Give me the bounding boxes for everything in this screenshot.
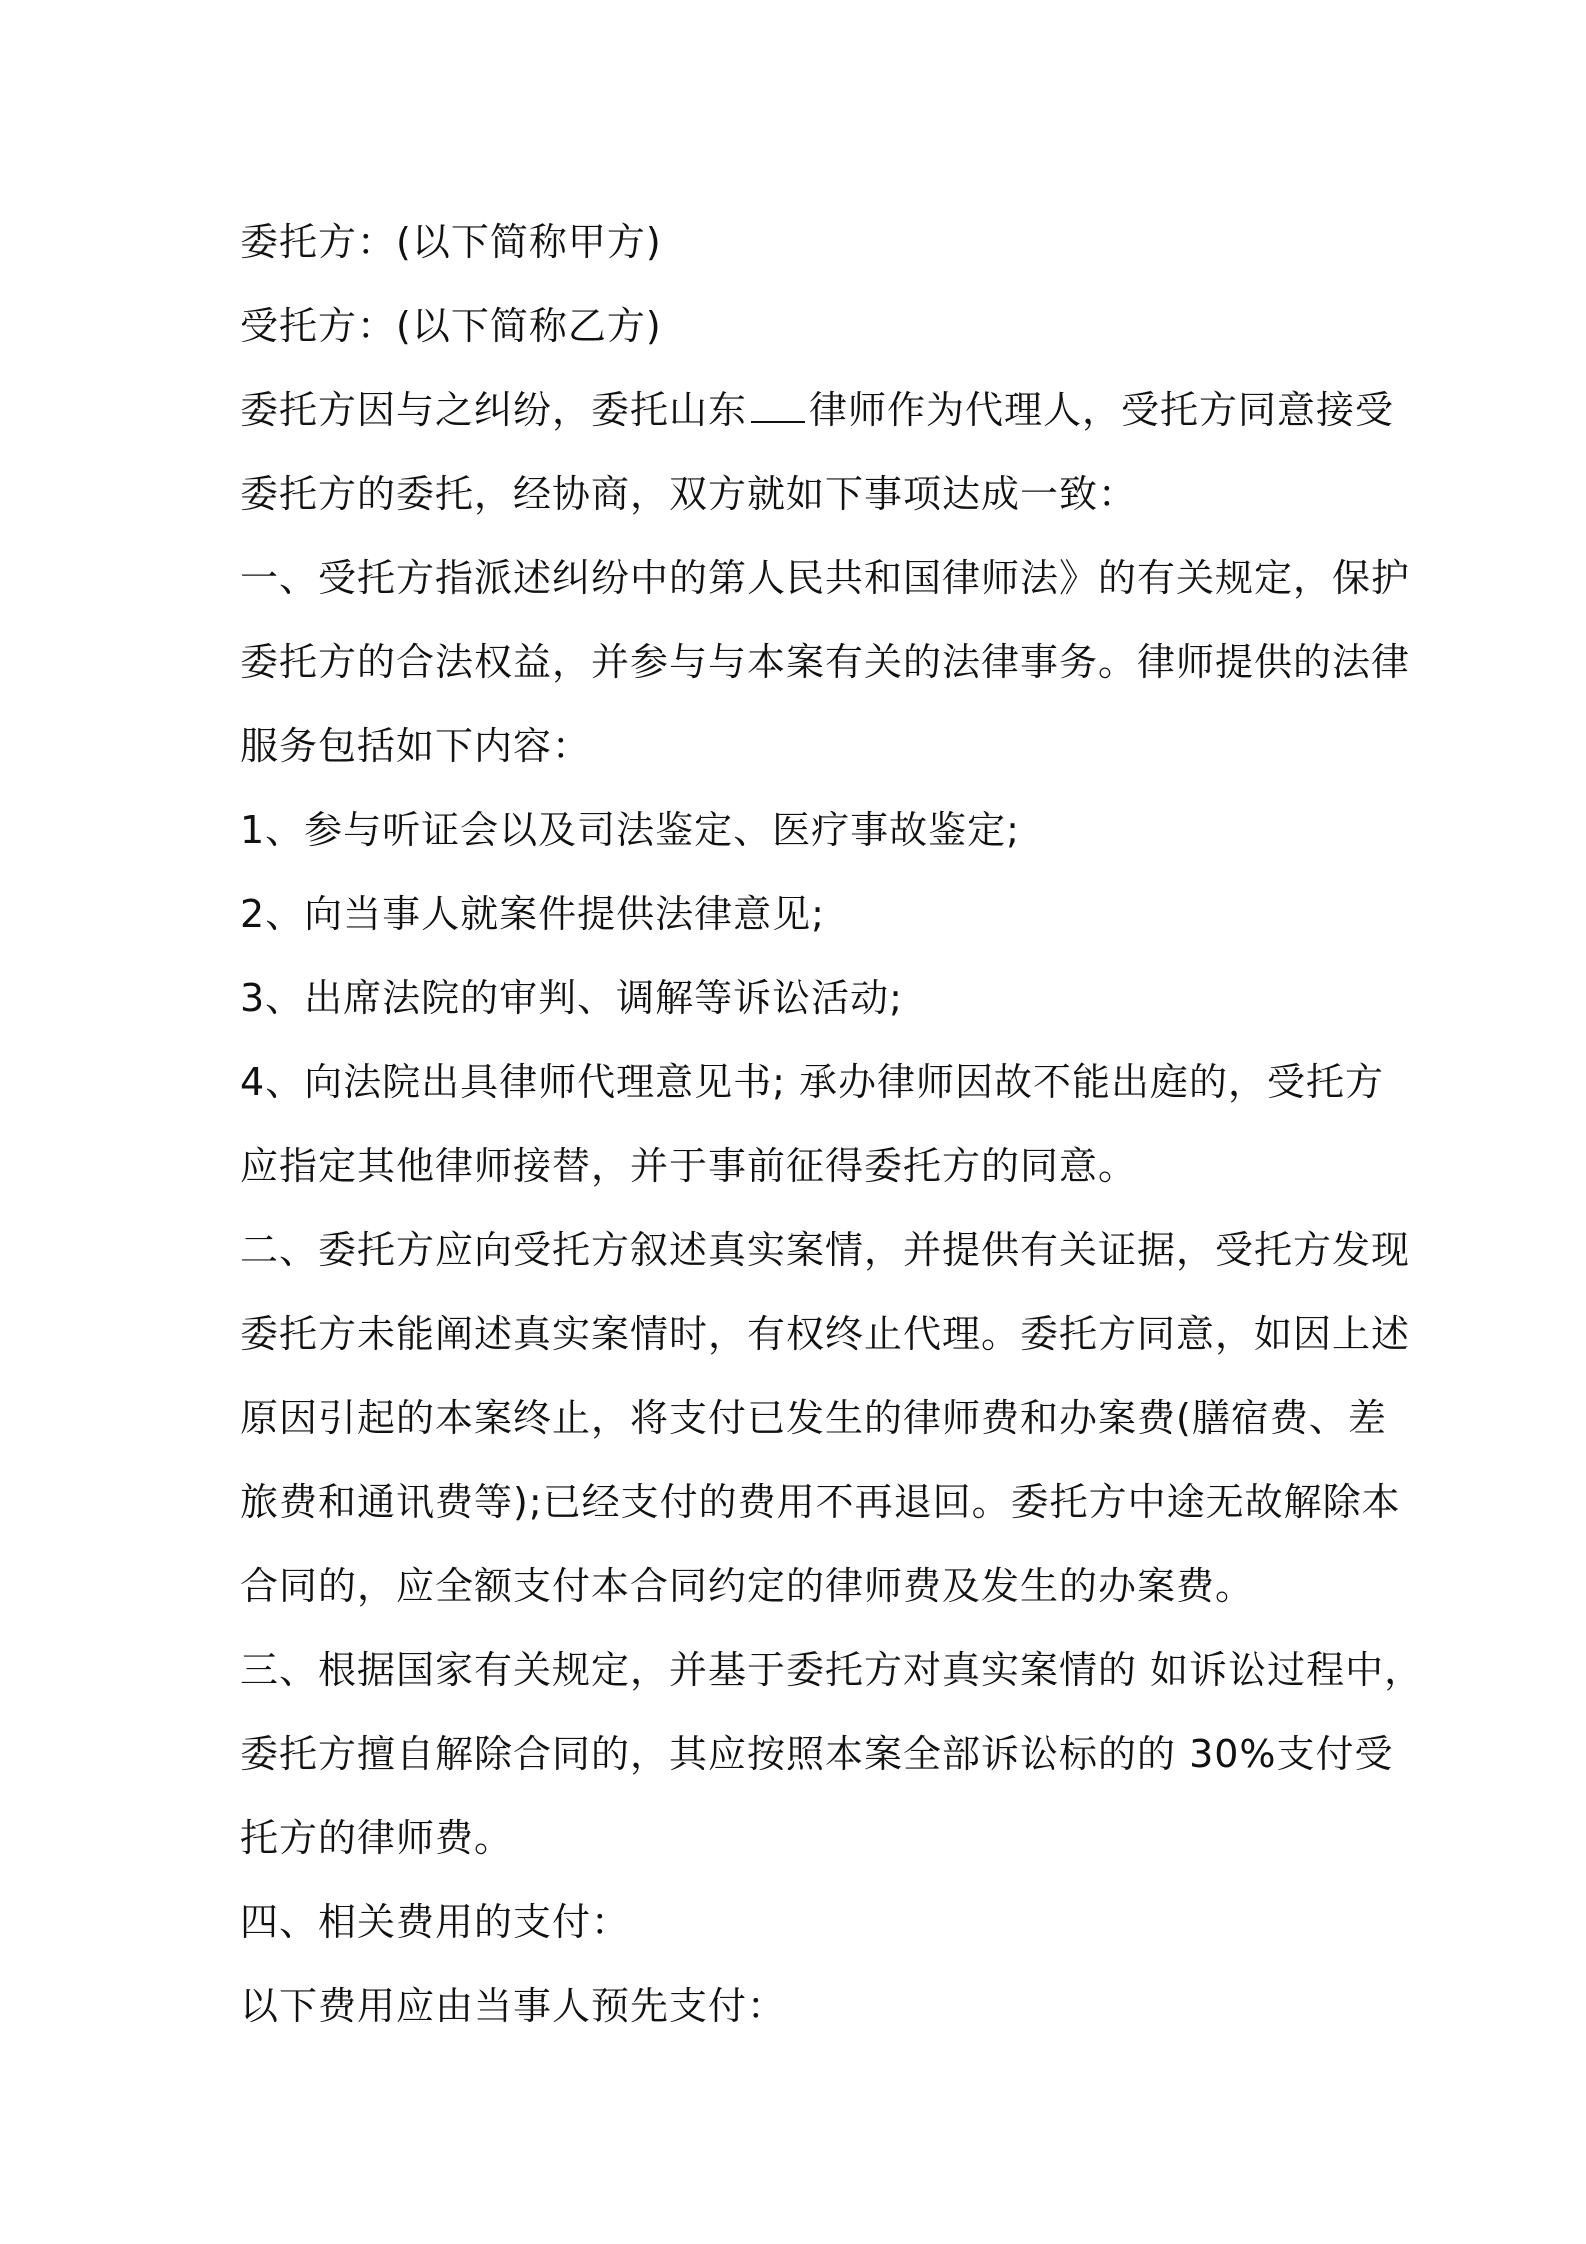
line-text: 3、出席法院的审判、调解等诉讼活动; xyxy=(240,976,903,1020)
line-text: 三、根据国家有关规定，并基于委托方对真实案情的 如诉讼过程中， xyxy=(240,1648,1424,1692)
line-text: 委托方擅自解除合同的，其应按照本案全部诉讼标的的 30%支付受 xyxy=(240,1732,1394,1776)
party-a-line xyxy=(240,200,1360,284)
service-item-2 xyxy=(240,872,1360,956)
line-text: 2、向当事人就案件提供法律意见; xyxy=(240,892,825,936)
intro-line-1 xyxy=(240,368,1395,452)
line-text: 合同的，应全额支付本合同约定的律师费及发生的办案费。 xyxy=(240,1564,1255,1608)
line-text: 受托方：(以下简称乙方) xyxy=(240,304,662,348)
intro-line-2 xyxy=(240,452,1360,536)
line-text: 以下费用应由当事人预先支付： xyxy=(240,1984,787,2028)
line-text: 服务包括如下内容： xyxy=(240,724,592,768)
line-text: 旅费和通讯费等);已经支付的费用不再退回。委托方中途无故解除本 xyxy=(240,1480,1401,1524)
line-text: 委托方的合法权益，并参与与本案有关的法律事务。律师提供的法律 xyxy=(240,640,1411,684)
clause-2-line-2 xyxy=(240,1292,1411,1376)
line-text: 原因引起的本案终止，将支付已发生的律师费和办案费(膳宿费、差 xyxy=(240,1396,1387,1440)
service-item-1 xyxy=(240,788,1360,872)
service-item-4-line-2 xyxy=(240,1124,1360,1208)
clause-1-line-2 xyxy=(240,620,1411,704)
line-text: 一、受托方指派述纠纷中的第人民共和国律师法》的有关规定，保护 xyxy=(240,556,1411,600)
party-b-line xyxy=(240,284,1360,368)
clause-4-line-1 xyxy=(240,1964,1360,2048)
clause-4-heading xyxy=(240,1880,1360,1964)
line-text: 四、相关费用的支付： xyxy=(240,1900,631,1944)
clause-1-line-1 xyxy=(240,536,1411,620)
line-text: 二、委托方应向受托方叙述真实案情，并提供有关证据，受托方发现 xyxy=(240,1228,1411,1272)
clause-3-line-1 xyxy=(240,1628,1424,1712)
clause-2-line-3 xyxy=(240,1376,1387,1460)
clause-2-line-5 xyxy=(240,1544,1360,1628)
clause-3-line-3 xyxy=(240,1796,1360,1880)
line-text: 委托方未能阐述真实案情时，有权终止代理。委托方同意，如因上述 xyxy=(240,1312,1411,1356)
line-text: 4、向法院出具律师代理意见书; 承办律师因故不能出庭的，受托方 xyxy=(240,1060,1385,1104)
line-text: 委托方：(以下简称甲方) xyxy=(240,220,662,264)
line-text: 委托方的委托，经协商，双方就如下事项达成一致： xyxy=(240,472,1138,516)
clause-3-line-2 xyxy=(240,1712,1394,1796)
line-text: 应指定其他律师接替，并于事前征得委托方的同意。 xyxy=(240,1144,1138,1188)
clause-1-line-3 xyxy=(240,704,1360,788)
line-text: 1、参与听证会以及司法鉴定、医疗事故鉴定; xyxy=(240,808,1020,852)
service-item-4-line-1 xyxy=(240,1040,1385,1124)
line-text: 律师作为代理人，受托方同意接受 xyxy=(809,388,1395,432)
service-item-3 xyxy=(240,956,1360,1040)
line-text: 委托方因与之纠纷，委托山东 xyxy=(240,388,748,432)
line-text: 托方的律师费。 xyxy=(240,1816,514,1860)
clause-2-line-4 xyxy=(240,1460,1401,1544)
clause-2-line-1 xyxy=(240,1208,1411,1292)
contract-body xyxy=(240,200,1424,2048)
blank-fill-line xyxy=(751,391,805,423)
